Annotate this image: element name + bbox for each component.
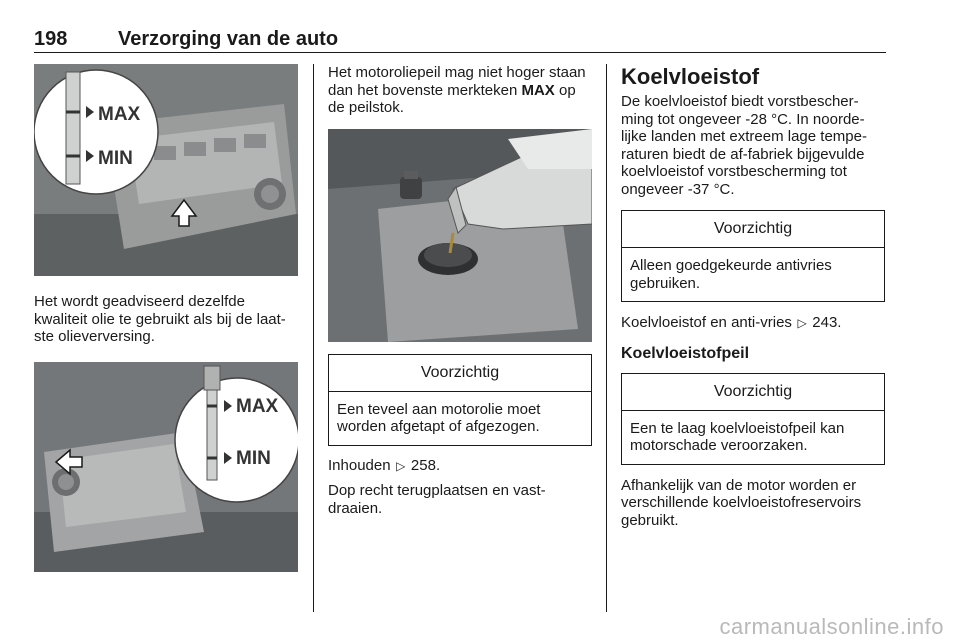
caution-box-coolant-level xyxy=(621,373,885,465)
max-label: MAX xyxy=(236,395,279,417)
caution-body: Een te laag koelvloeistofpeil kan motorschade veroorzaken. xyxy=(630,419,845,454)
chapter-title: Verzorging van de auto xyxy=(118,28,339,50)
capacity-reference xyxy=(328,457,592,476)
dipstick-magnified-icon xyxy=(34,70,158,194)
cap-refit-paragraph: Dop recht terugplaatsen en vast-draaien. xyxy=(328,482,546,517)
caution-box-antifreeze xyxy=(621,210,885,302)
caution-title: Voorzichtig xyxy=(622,374,884,411)
engine-dipstick-image-bottom xyxy=(34,362,298,572)
min-label: MIN xyxy=(98,148,133,169)
caution-title: Voorzichtig xyxy=(329,355,591,392)
capacity-page-ref[interactable]: 258. xyxy=(410,456,441,474)
coolant-protection-paragraph: De koelvloeistof biedt vorstbescher-ming tot ongeveer -28 °C. In noorde-lijke landen met extreem lage tempe-raturen biedt de af-fabriek bijgevulde koelvloeistof vorstbescherming tot ongeveer -37 °C. xyxy=(621,93,867,198)
page-header xyxy=(34,28,886,53)
section-heading-coolant: Koelvloeistof xyxy=(621,64,760,89)
caution-box-oil xyxy=(328,354,592,446)
engine-dipstick-image-top xyxy=(34,64,298,276)
coolant-reference xyxy=(621,314,885,333)
oil-filling-image xyxy=(328,129,592,342)
coolant-page-ref[interactable]: 243. xyxy=(812,314,842,331)
oil-level-text: Het motoroliepeil mag niet hoger staan dan het bovenste merkteken xyxy=(328,64,586,99)
column-2 xyxy=(328,64,592,517)
coolant-ref-label: Koelvloeistof en anti-vries xyxy=(621,314,792,331)
reservoir-paragraph: Afhankelijk van de motor worden er verschillende koelvloeistofreservoirs gebruikt. xyxy=(621,476,862,529)
column-divider-2 xyxy=(606,64,607,612)
min-label: MIN xyxy=(236,447,271,469)
page-reference-arrow-icon: ▷ xyxy=(797,316,807,330)
page-reference-arrow-icon: ▷ xyxy=(396,458,406,473)
max-mark: MAX xyxy=(521,81,555,99)
caution-body: Alleen goedgekeurde antivries gebruiken. xyxy=(630,257,832,292)
oil-level-paragraph xyxy=(328,64,592,117)
capacity-label: Inhouden xyxy=(328,456,391,474)
page-number: 198 xyxy=(34,28,68,50)
oil-quality-paragraph: Het wordt geadviseerd dezelfde kwaliteit olie te gebruikt als bij de laat-ste olieverversing. xyxy=(34,293,286,345)
caution-body: Een teveel aan motorolie moet worden afgetapt of afgezogen. xyxy=(337,400,541,435)
max-label: MAX xyxy=(98,104,141,125)
column-3 xyxy=(621,64,885,529)
oil-level-tail: op de peilstok. xyxy=(328,81,576,116)
watermark: carmanualsonline.info xyxy=(719,614,944,639)
column-divider-1 xyxy=(313,64,314,612)
subheading-coolant-level: Koelvloeistofpeil xyxy=(621,344,750,362)
caution-title: Voorzichtig xyxy=(622,211,884,248)
column-1 xyxy=(34,64,298,572)
